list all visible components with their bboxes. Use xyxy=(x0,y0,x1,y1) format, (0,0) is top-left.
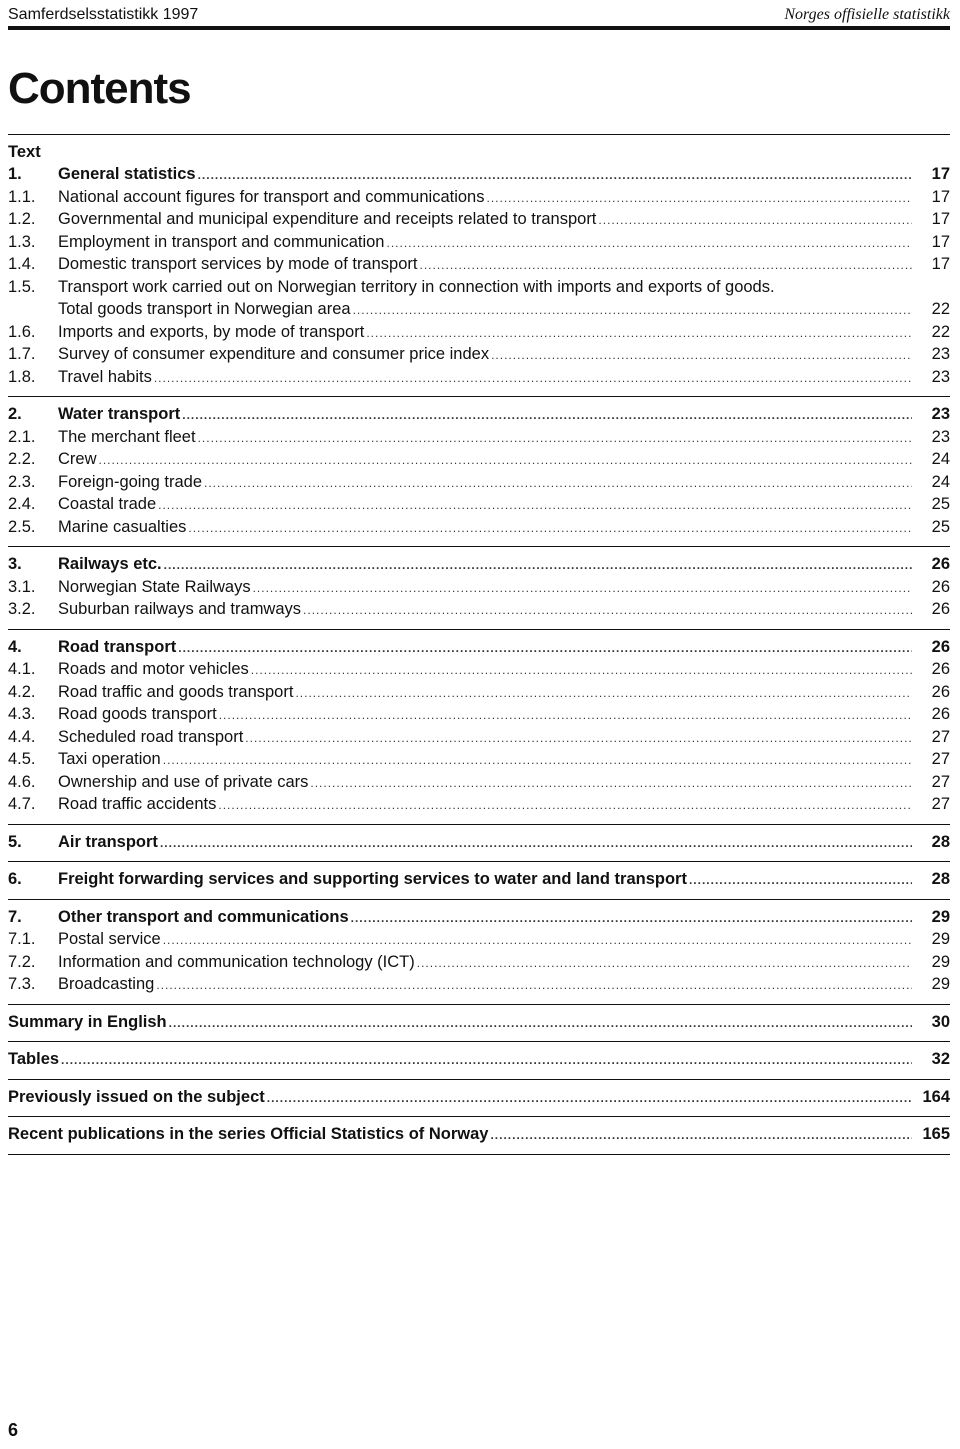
toc-entry-page: 29 xyxy=(931,975,950,993)
toc-entry-page: 26 xyxy=(931,705,950,723)
toc-entry[interactable] xyxy=(8,516,950,539)
toc-entry-page: 165 xyxy=(922,1125,950,1143)
toc-entry-number: 4.2. xyxy=(8,682,36,701)
toc-entry-title: Tables xyxy=(8,1050,60,1068)
toc-entry-page: 25 xyxy=(931,495,950,513)
toc-entry[interactable] xyxy=(8,276,950,299)
toc-entry-title: Transport work carried out on Norwegian territory in connection with imports and exports of goods. xyxy=(58,277,775,296)
toc-entry[interactable] xyxy=(8,973,950,996)
toc-entry[interactable] xyxy=(8,253,950,276)
toc-leader-dots xyxy=(310,772,912,795)
toc-entry-page: 27 xyxy=(931,772,950,791)
toc-entry-page: 30 xyxy=(931,1012,950,1031)
toc-entry-page: 29 xyxy=(931,907,950,926)
toc-entry-number: 3. xyxy=(8,555,22,573)
toc-entry-page: 27 xyxy=(931,795,950,813)
toc-entry-page: 32 xyxy=(931,1050,950,1068)
toc-entry[interactable] xyxy=(8,576,950,599)
toc-entry-page: 25 xyxy=(931,517,950,536)
toc-chapter-entry[interactable] xyxy=(8,403,950,426)
toc-group xyxy=(8,900,950,1005)
toc-leader-dots xyxy=(295,682,912,705)
toc-entry-number: 4.7. xyxy=(8,795,36,813)
toc-entry-page: 28 xyxy=(931,832,950,851)
toc-leader-dots xyxy=(188,517,912,540)
toc-entry-page: 26 xyxy=(931,637,950,656)
toc-leader-dots xyxy=(251,659,912,682)
toc-entry[interactable] xyxy=(8,793,950,816)
toc-chapter-entry[interactable] xyxy=(8,906,950,929)
toc-entry-page: 17 xyxy=(931,187,950,206)
toc-entry-number: 1.5. xyxy=(8,277,36,296)
toc-entry-page: 164 xyxy=(922,1087,950,1106)
toc-chapter-entry[interactable] xyxy=(8,636,950,659)
toc-group xyxy=(8,862,950,900)
toc-entry-number: 2.1. xyxy=(8,427,36,446)
toc-chapter-entry[interactable] xyxy=(8,1011,950,1034)
toc-leader-dots xyxy=(253,577,912,600)
toc-entry-page: 27 xyxy=(931,727,950,746)
toc-leader-dots xyxy=(198,164,912,187)
toc-entry-page: 26 xyxy=(931,555,950,573)
toc-entry[interactable] xyxy=(8,598,950,621)
toc-entry-page: 17 xyxy=(931,165,950,183)
toc-leader-dots xyxy=(99,449,912,472)
toc-leader-dots xyxy=(267,1087,912,1110)
toc-chapter-entry[interactable] xyxy=(8,1123,950,1146)
toc-leader-dots xyxy=(490,1124,912,1147)
toc-entry[interactable] xyxy=(8,681,950,704)
toc-leader-dots xyxy=(61,1049,912,1072)
toc-entry-title: Postal service xyxy=(58,930,161,948)
toc-entry[interactable] xyxy=(8,321,950,344)
page-number: 6 xyxy=(8,1420,19,1440)
toc-entry-number: 7.1. xyxy=(8,930,36,948)
toc-entry-page: 29 xyxy=(931,930,950,948)
toc-entry[interactable] xyxy=(8,658,950,681)
toc-entry-page: 23 xyxy=(931,345,950,363)
toc-entry-title: Total goods transport in Norwegian area xyxy=(58,300,351,318)
toc-group xyxy=(8,1080,950,1118)
toc-entry-title: Norwegian State Railways xyxy=(58,577,251,596)
toc-entry-number: 2. xyxy=(8,405,22,423)
toc-leader-dots xyxy=(351,907,912,930)
toc-leader-dots xyxy=(198,427,912,450)
toc-group xyxy=(8,547,950,630)
toc-entry[interactable] xyxy=(8,448,950,471)
toc-entry-title: Railways etc. xyxy=(58,555,162,573)
toc-entry[interactable] xyxy=(8,186,950,209)
toc-entry-number: 4. xyxy=(8,637,22,656)
toc-group xyxy=(8,163,950,397)
toc-entry-number: 2.3. xyxy=(8,472,36,491)
toc-entry[interactable] xyxy=(8,366,950,389)
toc-leader-dots xyxy=(154,367,912,390)
toc-entry[interactable] xyxy=(8,471,950,494)
toc-leader-dots xyxy=(366,322,912,345)
toc-entry-title: National account figures for transport and communications xyxy=(58,187,485,206)
toc-entry-title: Crew xyxy=(58,450,97,468)
toc-group xyxy=(8,1005,950,1043)
toc-leader-dots xyxy=(169,1012,912,1035)
toc-entry-page: 22 xyxy=(931,322,950,341)
toc-chapter-entry[interactable] xyxy=(8,1048,950,1071)
header-publication-title: Samferdselsstatistikk 1997 xyxy=(8,6,199,23)
toc-entry-number: 1.3. xyxy=(8,232,36,251)
toc-leader-dots xyxy=(219,704,912,727)
toc-entry-title: Water transport xyxy=(58,405,181,423)
toc-entry-number: 3.2. xyxy=(8,600,36,618)
toc-entry-title: Road traffic accidents xyxy=(58,795,217,813)
toc-entry-number: 4.5. xyxy=(8,750,36,768)
toc-entry-page: 23 xyxy=(931,405,950,423)
toc-entry-number: 1.4. xyxy=(8,255,36,273)
toc-leader-dots xyxy=(204,472,912,495)
toc-entry-title: The merchant fleet xyxy=(58,427,196,446)
toc-entry-number: 2.5. xyxy=(8,517,36,536)
toc-entry-title: Ownership and use of private cars xyxy=(58,772,309,791)
toc-entry-number: 6. xyxy=(8,870,22,888)
toc-entry-number: 4.3. xyxy=(8,705,36,723)
toc-leader-dots xyxy=(164,554,912,577)
toc-entry-number: 2.4. xyxy=(8,495,36,513)
toc-leader-dots xyxy=(417,952,912,975)
toc-entry-title: Road goods transport xyxy=(58,705,217,723)
toc-leader-dots xyxy=(178,637,912,660)
toc-group xyxy=(8,397,950,547)
toc-entry-page: 17 xyxy=(931,210,950,228)
toc-entry-number: 4.6. xyxy=(8,772,36,791)
toc-chapter-entry[interactable] xyxy=(8,163,950,186)
toc-entry-number: 4.1. xyxy=(8,660,36,678)
toc-entry-number: 7.3. xyxy=(8,975,36,993)
toc-leader-dots xyxy=(158,494,912,517)
toc-entry[interactable] xyxy=(8,703,950,726)
toc-entry-title: Marine casualties xyxy=(58,517,187,536)
toc-leader-dots xyxy=(689,869,912,892)
toc-entry-title: Travel habits xyxy=(58,367,152,386)
toc-entry-title: General statistics xyxy=(58,165,196,183)
toc-entry-title: Summary in English xyxy=(8,1012,167,1031)
toc-entry-title: Recent publications in the series Official Statistics of Norway xyxy=(8,1125,489,1143)
toc-entry-page: 29 xyxy=(931,952,950,971)
toc-group xyxy=(8,825,950,863)
toc-leader-dots xyxy=(163,929,912,952)
toc-entry-page: 26 xyxy=(931,577,950,596)
toc-entry-page: 24 xyxy=(931,472,950,491)
toc-entry-number: 5. xyxy=(8,832,22,851)
toc-leader-dots xyxy=(182,404,912,427)
toc-entry-page: 17 xyxy=(931,255,950,273)
toc-section-label: Text xyxy=(8,143,41,161)
toc-chapter-entry[interactable] xyxy=(8,868,950,891)
toc-entry-page: 23 xyxy=(931,367,950,386)
toc-entry-page: 24 xyxy=(931,450,950,468)
toc-entry-title: Taxi operation xyxy=(58,750,161,768)
toc-leader-dots xyxy=(486,187,912,210)
toc-group xyxy=(8,1042,950,1080)
table-of-contents xyxy=(8,134,950,1155)
toc-entry-title: Road traffic and goods transport xyxy=(58,682,294,701)
toc-entry-page: 28 xyxy=(931,870,950,888)
toc-entry-title: Imports and exports, by mode of transport xyxy=(58,322,365,341)
toc-entry-title: Broadcasting xyxy=(58,975,155,993)
toc-entry-title: Suburban railways and tramways xyxy=(58,600,302,618)
toc-entry-page: 22 xyxy=(931,300,950,318)
toc-entry[interactable] xyxy=(8,231,950,254)
toc-entry-number: 1.1. xyxy=(8,187,36,206)
toc-leader-dots xyxy=(491,344,912,367)
toc-entry-page: 26 xyxy=(931,660,950,678)
toc-leader-dots xyxy=(245,727,912,750)
toc-entry-number: 4.4. xyxy=(8,727,36,746)
toc-entry-page: 26 xyxy=(931,600,950,618)
toc-entry[interactable] xyxy=(8,951,950,974)
toc-entry-title: Governmental and municipal expenditure and receipts related to transport xyxy=(58,210,597,228)
toc-entry-number: 1.2. xyxy=(8,210,36,228)
toc-chapter-entry[interactable] xyxy=(8,1086,950,1109)
toc-entry-title: Survey of consumer expenditure and consumer price index xyxy=(58,345,490,363)
toc-entry-number: 2.2. xyxy=(8,450,36,468)
toc-entry[interactable] xyxy=(8,748,950,771)
toc-entry[interactable] xyxy=(8,493,950,516)
toc-chapter-entry[interactable] xyxy=(8,831,950,854)
toc-entry-number: 1.7. xyxy=(8,345,36,363)
toc-entry-title: Scheduled road transport xyxy=(58,727,244,746)
toc-entry[interactable] xyxy=(8,208,950,231)
toc-entry[interactable] xyxy=(8,771,950,794)
toc-leader-dots xyxy=(353,299,912,322)
toc-entry-title: Roads and motor vehicles xyxy=(58,660,249,678)
toc-entry[interactable] xyxy=(8,298,950,321)
toc-chapter-entry[interactable] xyxy=(8,553,950,576)
toc-entry-title: Previously issued on the subject xyxy=(8,1087,265,1106)
toc-leader-dots xyxy=(218,794,912,817)
toc-entry-page: 27 xyxy=(931,750,950,768)
toc-entry-number: 1.8. xyxy=(8,367,36,386)
toc-entry-title: Freight forwarding services and supporting services to water and land transport xyxy=(58,870,687,888)
toc-leader-dots xyxy=(156,974,912,997)
running-header xyxy=(8,0,950,30)
toc-entry-title: Employment in transport and communication xyxy=(58,232,385,251)
toc-entry[interactable] xyxy=(8,726,950,749)
toc-entry-title: Information and communication technology (ICT) xyxy=(58,952,415,971)
toc-entry-page: 17 xyxy=(931,232,950,251)
toc-entry-title: Coastal trade xyxy=(58,495,157,513)
toc-leader-dots xyxy=(163,749,912,772)
toc-group xyxy=(8,630,950,825)
toc-group xyxy=(8,1117,950,1155)
toc-entry-number: 7. xyxy=(8,907,22,926)
toc-entry-number: 3.1. xyxy=(8,577,36,596)
toc-entry[interactable] xyxy=(8,426,950,449)
toc-leader-dots xyxy=(419,254,912,277)
toc-entry-title: Domestic transport services by mode of transport xyxy=(58,255,418,273)
toc-entry-title: Foreign-going trade xyxy=(58,472,203,491)
toc-leader-dots xyxy=(387,232,913,255)
toc-entry-number: 1.6. xyxy=(8,322,36,341)
toc-leader-dots xyxy=(303,599,912,622)
toc-entry[interactable] xyxy=(8,928,950,951)
toc-leader-dots xyxy=(160,832,912,855)
header-series-title: Norges offisielle statistikk xyxy=(784,6,950,23)
toc-entry-page: 26 xyxy=(931,682,950,701)
toc-entry[interactable] xyxy=(8,343,950,366)
toc-entry-title: Road transport xyxy=(58,637,177,656)
toc-entry-number: 7.2. xyxy=(8,952,36,971)
page-title: Contents xyxy=(8,64,191,113)
toc-leader-dots xyxy=(598,209,912,232)
toc-entry-page: 23 xyxy=(931,427,950,446)
toc-entry-title: Other transport and communications xyxy=(58,907,349,926)
toc-entry-title: Air transport xyxy=(58,832,158,851)
toc-entry-number: 1. xyxy=(8,165,22,183)
